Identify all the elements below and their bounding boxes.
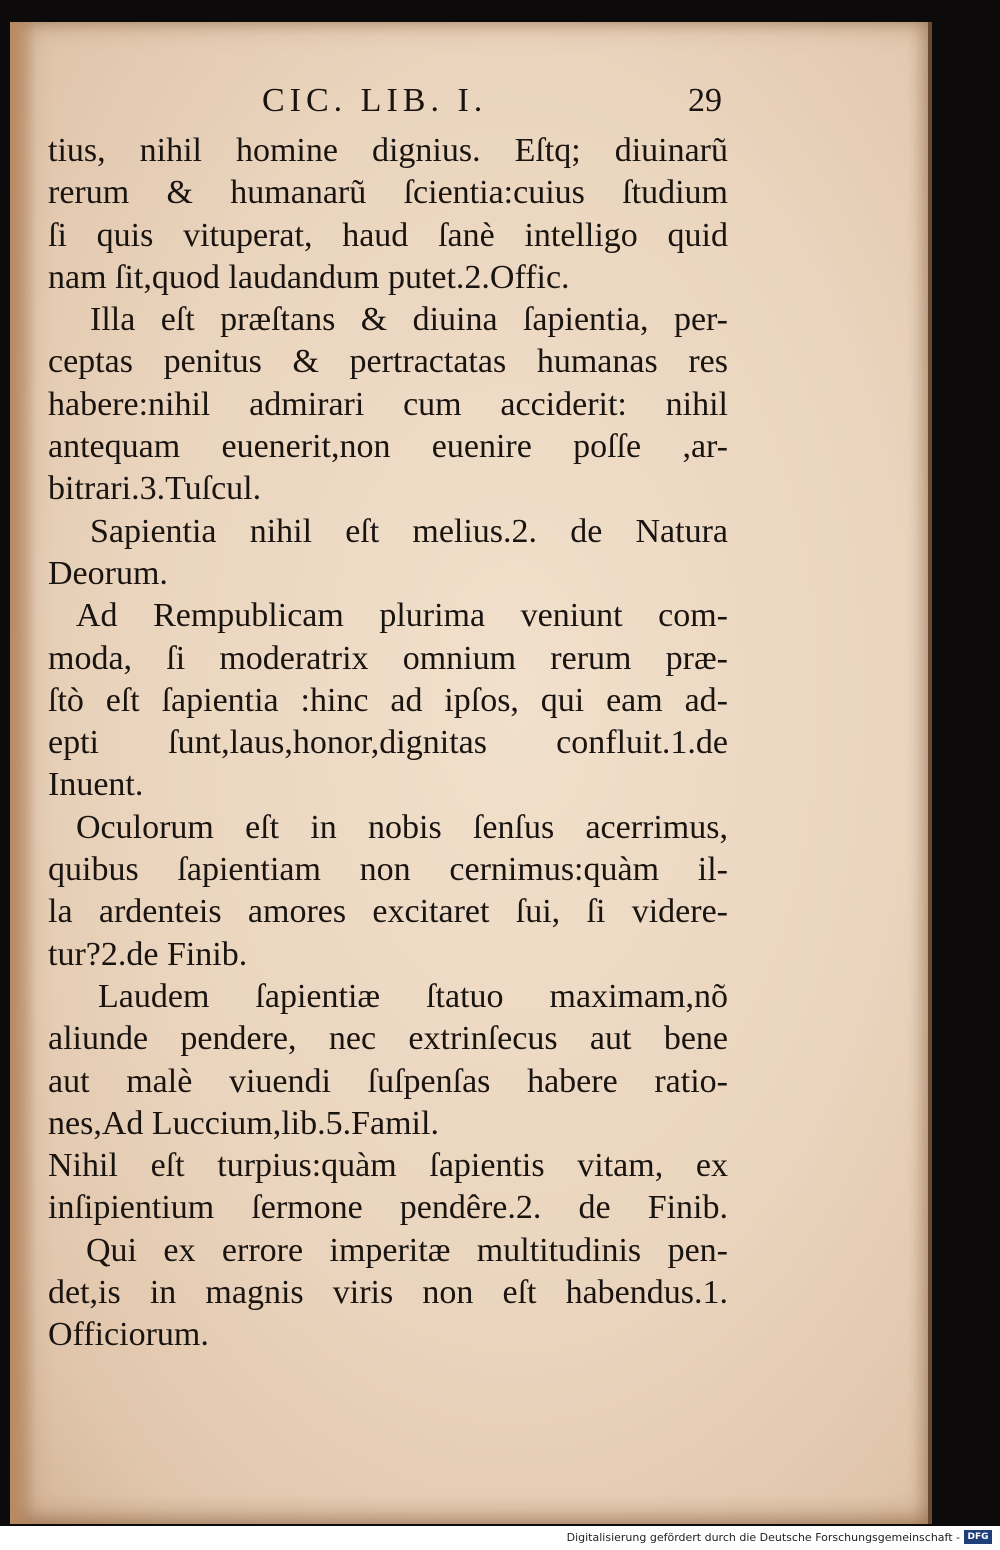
paragraph-4 xyxy=(48,595,748,806)
text-line: tius, nihil homine dignius. Eſtq; diuinarũ xyxy=(48,132,728,169)
book-page xyxy=(10,22,932,1524)
text-line: nes,Ad Luccium,lib.5.Famil. xyxy=(48,1104,439,1142)
running-head xyxy=(48,74,748,130)
text-line: Sapientia nihil eſt melius.2. de Natura xyxy=(90,512,728,550)
text-line: quibus ſapientiam non cernimus:quàm il- xyxy=(48,851,728,889)
paragraph-2 xyxy=(48,299,748,510)
text-line: Ad Rempublicam plurima veniunt com- xyxy=(76,597,728,635)
text-line: bitrari.3.Tuſcul. xyxy=(48,470,262,508)
page-number: 29 xyxy=(688,82,722,119)
text-line: Inuent. xyxy=(48,766,144,804)
paragraph-8 xyxy=(48,1230,748,1357)
text-line: moda, ſi moderatrix omnium rerum præ- xyxy=(48,639,728,677)
text-line: aliunde pendere, nec extrinſecus aut bene xyxy=(48,1020,728,1058)
text-line: rerum & humanarũ ſcientia:cuius ſtudium xyxy=(48,174,728,212)
text-line: Deorum. xyxy=(48,554,168,592)
paragraph-7 xyxy=(48,1145,748,1230)
text-line: ceptas penitus & pertractatas humanas res xyxy=(48,343,728,381)
text-line: aut malè viuendi ſuſpenſas habere ratio- xyxy=(48,1062,728,1100)
text-line: Illa eſt præſtans & diuina ſapientia, per- xyxy=(90,301,728,339)
text-line: la ardenteis amores excitaret ſui, ſi videre- xyxy=(48,893,728,931)
text-line: epti ſunt,laus,honor,dignitas confluit.1.de xyxy=(48,724,728,762)
text-line: ſi quis vituperat, haud ſanè intelligo quid xyxy=(48,216,728,254)
text-line: inſipientium ſermone pendêre.2. de Finib. xyxy=(48,1189,728,1227)
text-line: ſtò eſt ſapientia :hinc ad ipſos, qui eam ad- xyxy=(48,681,728,719)
paragraph-5 xyxy=(48,807,748,976)
text-line: Qui ex errore imperitæ multitudinis pen- xyxy=(86,1231,728,1269)
text-block xyxy=(48,74,748,1357)
running-head-title: CIC. LIB. I. xyxy=(262,82,488,119)
page-gutter-shadow xyxy=(10,22,36,1524)
footer-bar xyxy=(0,1526,1000,1550)
text-line: Laudem ſapientiæ ſtatuo maximam,nõ xyxy=(98,977,728,1015)
text-line: Nihil eſt turpius:quàm ſapientis vitam, ex xyxy=(48,1147,728,1185)
text-line: nam ſit,quod laudandum putet.2.Offic. xyxy=(48,258,570,296)
text-line: Oculorum eſt in nobis ſenſus acerrimus, xyxy=(76,808,728,846)
paragraph-1 xyxy=(48,130,748,299)
paragraph-3 xyxy=(48,511,748,596)
dfg-logo-icon: DFG xyxy=(964,1530,992,1544)
text-line: Officiorum. xyxy=(48,1316,209,1354)
text-line: det,is in magnis viris non eſt habendus.1. xyxy=(48,1274,728,1312)
text-line: habere:nihil admirari cum acciderit: nihil xyxy=(48,385,728,423)
funding-credit: Digitalisierung gefördert durch die Deutsche Forschungsgemeinschaft - xyxy=(566,1531,960,1544)
text-line: antequam euenerit,non euenire poſſe ,ar- xyxy=(48,428,728,466)
text-line: tur?2.de Finib. xyxy=(48,935,248,973)
paragraph-6 xyxy=(48,976,748,1145)
